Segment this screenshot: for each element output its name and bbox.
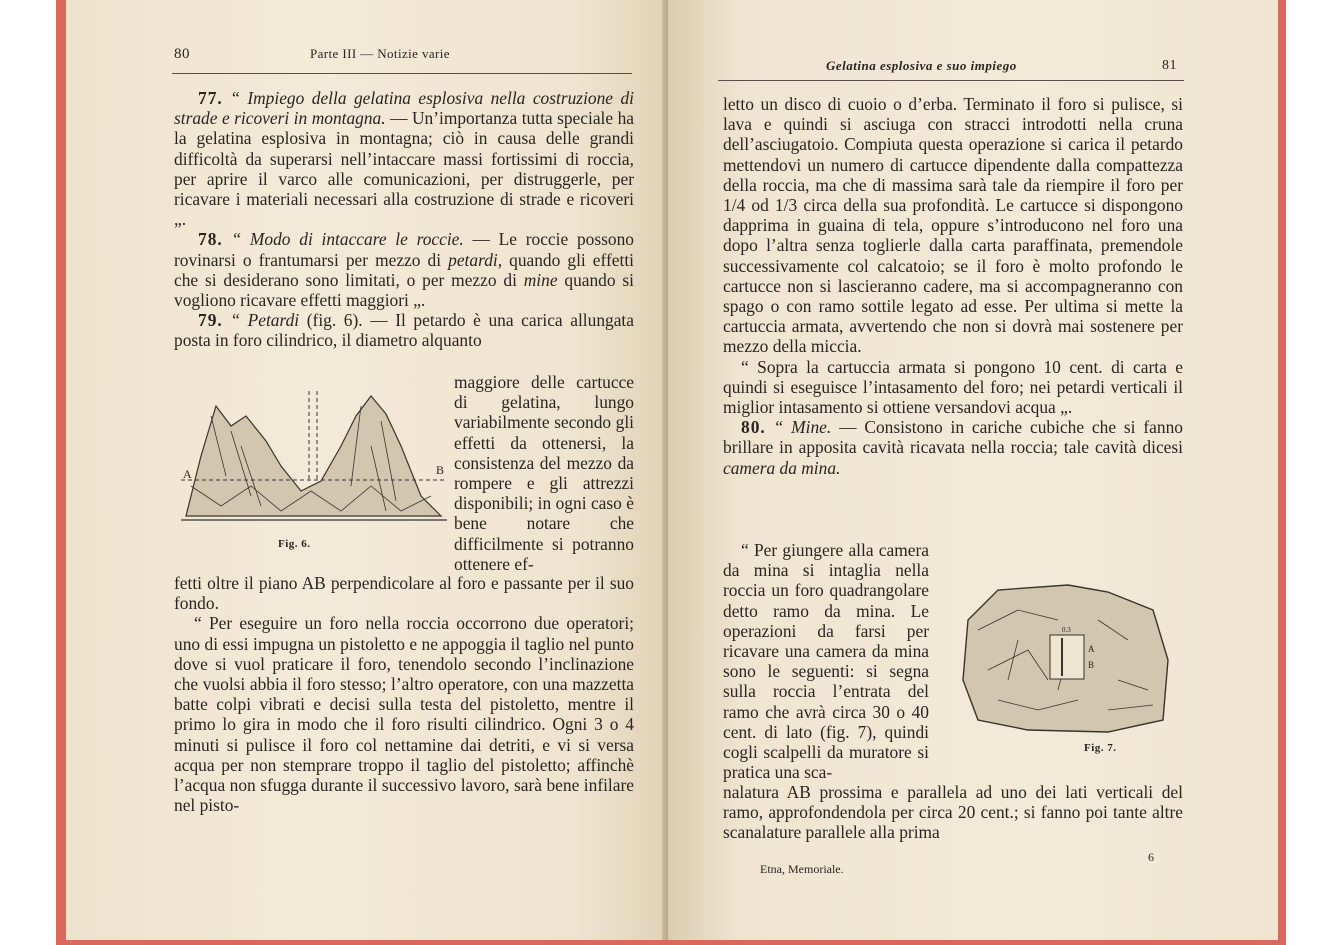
footer-left: Etna, Memoriale. bbox=[760, 862, 844, 876]
para-number: 80. bbox=[741, 417, 766, 438]
para-italic: petardi, bbox=[448, 249, 503, 270]
para-text: — Le roccie possono rovinarsi o frantumarsi per mezzo di bbox=[174, 229, 634, 270]
paragraph-78 bbox=[174, 229, 634, 310]
para-text: quando gli effetti che si desiderano sono limitati, o per mezzo di bbox=[174, 249, 634, 290]
figure-7-caption: Fig. 7. bbox=[1084, 742, 1117, 754]
para-number: 78. bbox=[198, 229, 223, 250]
running-head-left bbox=[310, 46, 450, 62]
paragraph-right-4-wrap: “ Per giungere alla camera da mina si intaglia nella roccia un foro quadrangolare detto ramo da mina. Le operazioni da farsi per ricavare una camera da mina sono le seguenti: si segna sulla roccia l’entrata del ramo che avrà circa 30 o 40 cent. di lato (fig. 7), quindi cogli scalpelli da muratore si pratica una sca- bbox=[723, 540, 929, 783]
paragraph-80 bbox=[723, 417, 1183, 478]
figure-6-mountains bbox=[181, 386, 447, 526]
paragraph-77 bbox=[174, 88, 634, 229]
page-number-right: 81 bbox=[1162, 58, 1177, 73]
figure-7-dim-label: 0.3 bbox=[1062, 626, 1071, 634]
para-italic: mine bbox=[523, 269, 558, 290]
figure-7-label-a: A bbox=[1088, 644, 1095, 654]
para-text: — Un’importanza tutta speciale ha la gelatina esplosiva in montagna; ciò in causa delle grandi difficoltà da superarsi nell’intaccare massi fortissimi di roccia, per aprire il varco alle comunicazioni, per distruggerle, per ricavare i materiali necessari alla costruzione di strade e ricoveri „. bbox=[174, 108, 634, 230]
footer-signature-number: 6 bbox=[1148, 850, 1154, 864]
right-body-bottom bbox=[723, 782, 1183, 843]
figure-6-caption: Fig. 6. bbox=[278, 538, 311, 550]
right-body-wrap bbox=[723, 540, 929, 782]
running-head-left-text: Parte III — Notizie varie bbox=[310, 46, 450, 61]
para-title: “ Modo di intaccare le roccie. bbox=[231, 229, 464, 250]
para-text: — Consistono in cariche cubiche che si fanno brillare in apposita cavità ricavata nella roccia; tale cavità dicesi bbox=[723, 417, 1183, 458]
para-italic: camera da mina. bbox=[723, 457, 841, 478]
header-rule-left bbox=[172, 73, 632, 74]
left-page bbox=[66, 0, 667, 940]
para-text: (fig. 6). — Il petardo è una carica allungata posta in foro cilindrico, il diametro alquanto bbox=[174, 310, 634, 351]
figure-6-label-a: A bbox=[183, 467, 192, 481]
para-number: 79. bbox=[198, 310, 223, 331]
paragraph-right-1: letto un disco di cuoio o d’erba. Terminato il foro si pulisce, si lava e quindi si asciuga con stracci introdotti nella cruna dell’asciugatoio. Compiuta questa operazione si carica il petardo mettendovi un numero di cartucce dipendente dalla compattezza della roccia, ma che di massima sarà tale da riempire il foro per 1/4 od 1/3 circa della sua profondità. Le cartucce si dispongono dapprima in guaina di tela, oppure s’introducono nel foro una dopo l’altra senza toglierle dalla carta paraffinata, premendole successivamente col calcatoio; se il foro è molto profondo le cartucce non si lascieranno cadere, ma si accompagneranno con spago o con ramo sottile legato ad esse. Per ultima si mette la cartuccia armata, avvertendo che non si dovrà mai sostenere per mezzo della miccia. bbox=[723, 94, 1183, 357]
book bbox=[56, 0, 1286, 945]
para-title: “ Mine. bbox=[773, 417, 832, 438]
para-title: “ Petardi bbox=[230, 310, 300, 331]
para-text: quando si vogliono ricavare effetti maggiori „. bbox=[174, 269, 634, 311]
para-title: “ Impiego della gelatina esplosiva nella costruzione di strade e ricoveri in montagna. bbox=[174, 88, 634, 129]
left-body-bottom bbox=[174, 573, 634, 815]
right-page bbox=[668, 0, 1278, 940]
header-rule-right bbox=[718, 80, 1184, 81]
paragraph-right-2: “ Sopra la cartuccia armata si pongono 10 cent. di carta e quindi si eseguisce l’intasamento del foro; nei petardi verticali il miglior intasamento si ottiene versandovi acqua „. bbox=[723, 356, 1183, 418]
para-number: 77. bbox=[198, 88, 223, 108]
paragraph-right-4-after: nalatura AB prossima e parallela ad uno dei lati verticali del ramo, approfondendola per circa 20 cent.; si fanno poi tante altre scanalature parallele alla prima bbox=[723, 782, 1183, 843]
page-number-left: 80 bbox=[174, 46, 190, 62]
paragraph-79-after: fetti oltre il piano AB perpendicolare al foro e passante per il suo fondo. bbox=[174, 573, 634, 614]
right-body-top bbox=[723, 94, 1183, 478]
figure-7-label-b: B bbox=[1088, 660, 1095, 670]
paragraph-79-wrap: maggiore delle cartucce di gelatina, lungo variabilmente secondo gli effetti da ottenersi, la consistenza del mezzo da rompere e gli attrezzi disponibili; in ogni caso è bene notare che difficilmente si potranno ottenere ef- bbox=[454, 372, 634, 574]
running-head-right: Gelatina esplosiva e suo impiego bbox=[826, 58, 1017, 73]
left-body-wrap bbox=[454, 372, 634, 574]
figure-6-label-b: B bbox=[436, 463, 445, 477]
figure-7-rock bbox=[958, 580, 1176, 736]
paragraph-79-part2: “ Per eseguire un foro nella roccia occorrono due operatori; uno di essi impugna un pistoletto e ne appoggia il taglio nel punto dove si vuol praticare il foro, tenendolo secondo l’inclinazione che vuolsi abbia il foro stesso; l’altro operatore, con una mazzetta batte colpi vibrati e decisi sulla testa del pistoletto, mentre il primo lo gira in modo che il foro risulti cilindrico. Ogni 3 o 4 minuti si pulisce il foro col nettamine dai detriti, e vi si versa acqua per non stemprare troppo il taglio del pistoletto; affinchè l’acqua non sfugga durante il successivo lavoro, sarà bene infilare nel pisto- bbox=[174, 613, 634, 816]
left-body-top bbox=[174, 88, 634, 351]
paragraph-79 bbox=[174, 310, 634, 350]
